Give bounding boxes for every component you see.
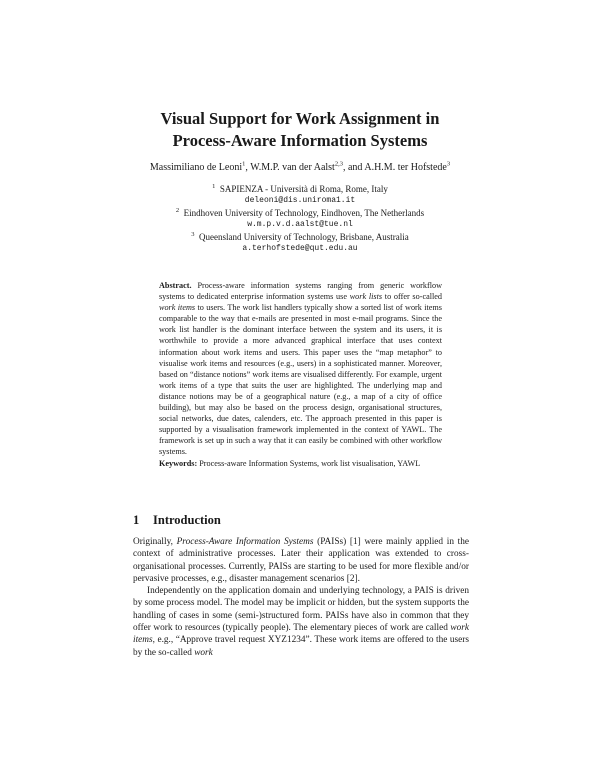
abstract-label: Abstract. <box>159 281 192 290</box>
author-separator: , and <box>342 162 365 173</box>
paragraph-text: (PAISs) [1] were mainly applied in the context of administrative processes. Later their application was extended to cross-organisational processes. Currently, PAISs are starting to be used for more flexible and/or pervasive processes, e.g., disaster management scenarios [2]. <box>133 537 470 584</box>
affiliation-name: Queensland University of Technology, Brisbane, Australia <box>198 232 409 243</box>
abstract-body <box>159 280 442 458</box>
affiliation-mark: 3 <box>191 231 195 239</box>
section-heading <box>133 513 221 528</box>
author-affiliation-mark: 1 <box>242 160 246 168</box>
author-name: W.M.P. van der Aalst <box>250 162 335 173</box>
paragraph-text: Originally, <box>133 537 177 547</box>
abstract-text: Process-aware information systems ranging from generic workflow systems to dedicated enterprise information systems use <box>159 281 442 302</box>
title-line: Visual Support for Work Assignment in <box>160 109 440 128</box>
abstract-emphasis: work items <box>159 303 196 313</box>
title-line: Process-Aware Information Systems <box>172 131 428 150</box>
keywords <box>159 458 442 469</box>
paper-title <box>100 108 500 152</box>
affiliation-mark: 1 <box>212 183 216 190</box>
paragraph <box>133 536 469 585</box>
author-name: A.H.M. ter Hofstede <box>364 162 447 173</box>
abstract-text: to offer so-called <box>382 292 442 302</box>
affiliation-email: w.m.p.v.d.aalst@tue.nl <box>247 220 353 230</box>
affiliation-name: Eindhoven University of Technology, Eindhoven, The Netherlands <box>183 208 425 219</box>
author-affiliation-mark: 2,3 <box>334 160 343 168</box>
paragraph-emphasis: work <box>194 647 213 658</box>
affiliation <box>100 183 500 195</box>
affiliation-mark: 2 <box>175 207 180 215</box>
paragraph-emphasis: Process-Aware Information Systems <box>176 537 314 547</box>
paragraph-emphasis: work items <box>133 623 469 646</box>
author-name: Massimiliano de Leoni <box>149 162 243 173</box>
affiliation-email: deleoni@dis.uniroma1.it <box>244 196 356 206</box>
paragraph-text: , e.g., “Approve travel request XYZ1234”. These work items are offered to the users by the so-called <box>133 635 469 658</box>
author-separator: , <box>245 162 251 173</box>
abstract-text: to users. The work list handlers typically show a sorted list of work items comparable to the way that e-mails are presented in most e-mail programs. Since the work list handler is the dominant interface between the system and its users, it is worthwhile to provide a more advanced graphical interface that uses context information about work items and users. This paper uses the “map metaphor” to visualise work items and resources (e.g., users) in a sophisticated manner. Moreover, based on “distance notions” work items are visualised differently. For example, urgent work items of a type that suits the user are highlighted. The underlying map and distance notions may be of a geographical nature (e.g., a map of a city of office building), but may also be based on the process design, organisational structures, social networks, due dates, calenders, etc. The approach presented in this paper is supported by a visualisation framework implemented in the context of YAWL. The framework is set up in such a way that it can easily be combined with other workflow systems. <box>159 303 442 457</box>
abstract-emphasis: work lists <box>349 292 383 302</box>
affiliation <box>100 207 500 219</box>
keywords-label: Keywords: <box>159 458 198 468</box>
affiliation <box>100 231 500 243</box>
abstract <box>159 280 442 469</box>
author-list <box>60 162 540 173</box>
paragraph <box>133 585 469 659</box>
section-number: 1 <box>133 513 140 527</box>
paragraph-text: Independently on the application domain and underlying technology, a PAIS is driven by some process model. The model may be implicit or hidden, but the system supports the handling of cases in some (semi-)structured form. PAISs have also in common that they offer work to resources (typically people). The elementary pieces of work are called <box>133 586 469 634</box>
introduction-body <box>133 536 469 659</box>
affiliation-email: a.terhofstede@qut.edu.au <box>242 244 358 254</box>
affiliation-name: SAPIENZA - Università di Roma, Rome, Italy <box>219 184 388 194</box>
author-affiliation-mark: 3 <box>446 160 451 168</box>
section-title: Introduction <box>153 513 221 527</box>
affiliation-list <box>100 183 500 256</box>
keywords-text: Process-aware Information Systems, work list visualisation, YAWL <box>197 458 421 468</box>
